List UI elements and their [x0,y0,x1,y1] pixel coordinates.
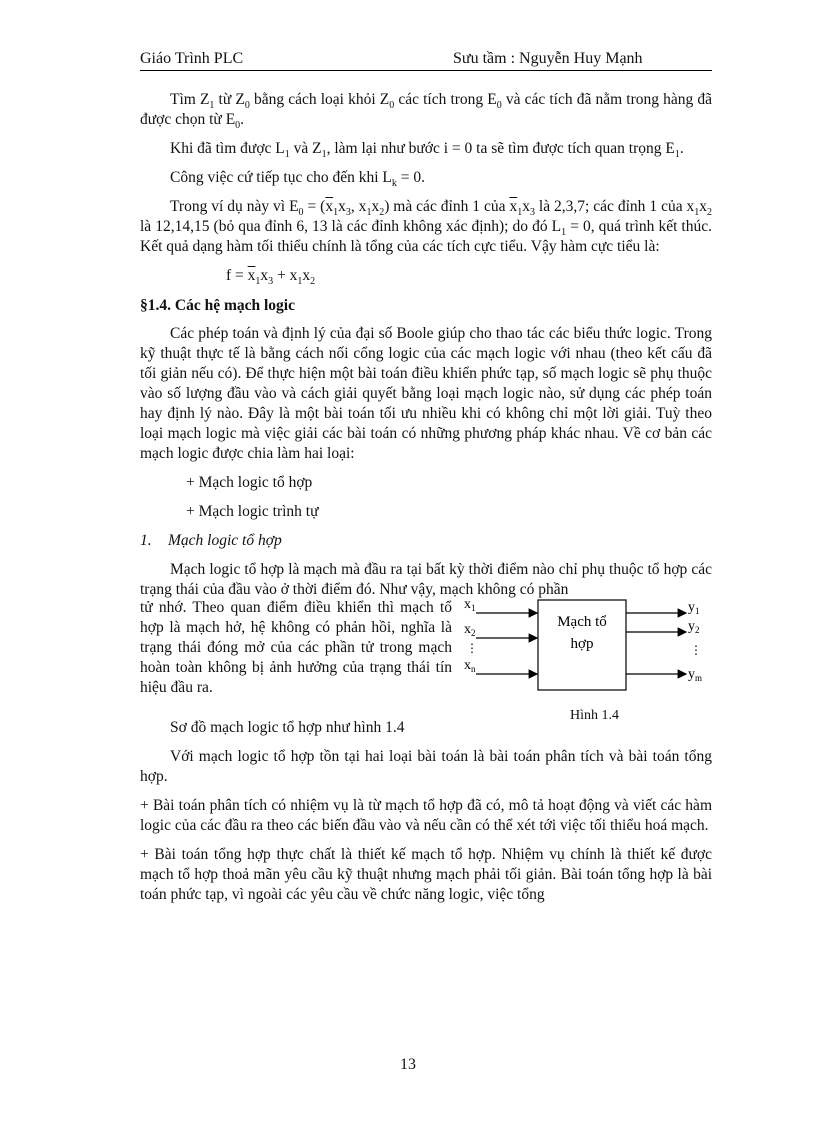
header-left: Giáo Trình PLC [140,50,244,67]
input-ellipsis: ⋮ [466,641,478,655]
paragraph-logic-circuits: Các phép toán và định lý của đại số Boole giúp cho thao tác các biểu thức logic. Trong kỹ thuật thực tế là bằng cách nối cổng logic của các mạch logic với nhau (theo kết cấu đã tối giản nếu có). Để thực hiện một bài toán điều khiển phức tạp, số mạch logic sẽ phụ thuộc vào số lượng đầu vào và cách giải quyết bằng loại mạch logic nào, sử dụng các phép toán hay định lý nào. Đây là một bài toán tối ưu nhiều khi có không chỉ một lời giải. Tuỳ theo loại mạch logic mà việc giải các bài toán có những phương pháp khác nhau. Về cơ bản các mạch logic được chia làm hai loại: [140,325,712,462]
paragraph-repeat: Khi đã tìm được $L_1$ và $Z_1$, làm lại như bước i = 0 ta sẽ tìm được tích quan trọng $E_1$. [170,140,684,161]
svg-text:x1: $x_1$ [464,597,476,613]
paragraph-continue: Công việc cứ tiếp tục cho đến khi $L_k = 0$. [170,169,426,190]
list-item: + Mạch logic tổ hợp [186,474,313,491]
input-label-n: x [464,658,471,673]
page-header [140,48,712,71]
paragraph-combinational-wrap: tử nhớ. Theo quan điểm điều khiển thì mạch tổ hợp là mạch hở, hệ không có phản hồi, nghĩa là trạng thái đóng mở của các phần tử trong mạch hoàn toàn không bị ảnh hưởng của trạng thái tín hiệu đầu ra. [140,599,452,696]
paragraph-diagram-ref: Sơ đồ mạch logic tổ hợp như hình 1.4 [170,719,405,736]
paragraph-two-problems: Với mạch logic tổ hợp tồn tại hai loại bài toán là bài toán phân tích và bài toán tổng hợp. [140,748,712,785]
paragraph-analysis-problem: + Bài toán phân tích có nhiệm vụ là từ mạch tổ hợp đã có, mô tả hoạt động và viết các hàm logic của các đầu ra theo các biến đầu vào và nếu cần có thể xét tới việc tối thiểu hoá mạch. [140,797,712,834]
input-label-2: x [464,622,471,637]
header-right: Sưu tầm : Nguyễn Huy Mạnh [453,50,643,67]
circuit-box-label-1: Mạch tổ [557,614,607,630]
output-ellipsis: ⋮ [690,643,702,657]
figure-row [140,597,712,723]
page-number: 13 [400,1056,416,1073]
output-label-2: y [688,619,695,634]
combinational-circuit-diagram [456,594,712,704]
paragraph-synthesis-problem: + Bài toán tổng hợp thực chất là thiết kế mạch tổ hợp. Nhiệm vụ chính là thiết kế được mạch tổ hợp thoả mãn yêu cầu kỹ thuật nhưng mạch phải tối giản. Bài toán tổng hợp là bài toán phức tạp, vì ngoài các yêu cầu về chức năng logic, việc tổng [140,846,712,903]
output-label-1: y [688,600,695,615]
page-content [140,90,712,914]
paragraph-find-z1: Tìm $Z_1$ từ $Z_0$ bằng cách loại khỏi $Z_0$ các tích trong $E_0$ và các tích đã nằm trong hàng đã được chọn từ $E_0$. [140,91,712,132]
paragraph-example: Trong ví dụ này vì $E_0 = (\overline{x}_1x_3$, $x_1x_2$) mà các đỉnh 1 của $\overline{x}_1x_3$ là 2,3,7; các đỉnh 1 của $x_1x_2$ là 12,14,15 (bỏ qua đỉnh 6, 13 là các đỉnh không xác định); do đó $L_1 = 0$, quá trình kết thúc. Kết quả dạng hàm tối thiểu chính là tổng của các tích cực tiểu. Vậy hàm cực tiểu là: [140,198,713,255]
paragraph-combinational-intro: Mạch logic tổ hợp là mạch mà đầu ra tại bất kỳ thời điểm nào chỉ phụ thuộc tổ hợp các trạng thái của đầu vào ở thời điểm đó. Như vậy, mạch không có phần [140,561,712,598]
section-heading: §1.4. Các hệ mạch logic [140,297,295,314]
circuit-box-label-2: hợp [570,636,594,652]
minimal-function-formula: $f = \overline{x}_1x_3 + x_1x_2$ [226,267,316,288]
input-label-1: x [464,597,471,612]
output-label-m: y [688,667,695,682]
svg-text:y2: $y_2$ [688,619,700,635]
figure-caption: Hình 1.4 [570,708,619,723]
svg-text:xn: $x_n$ [464,658,476,674]
svg-text:ym: $y_m$ [688,667,703,683]
svg-text:x2: $x_2$ [464,622,476,638]
subsection-heading: 1. Mạch logic tổ hợp [140,532,282,549]
svg-text:y1: $y_1$ [688,600,700,616]
list-item: + Mạch logic trình tự [186,503,319,520]
